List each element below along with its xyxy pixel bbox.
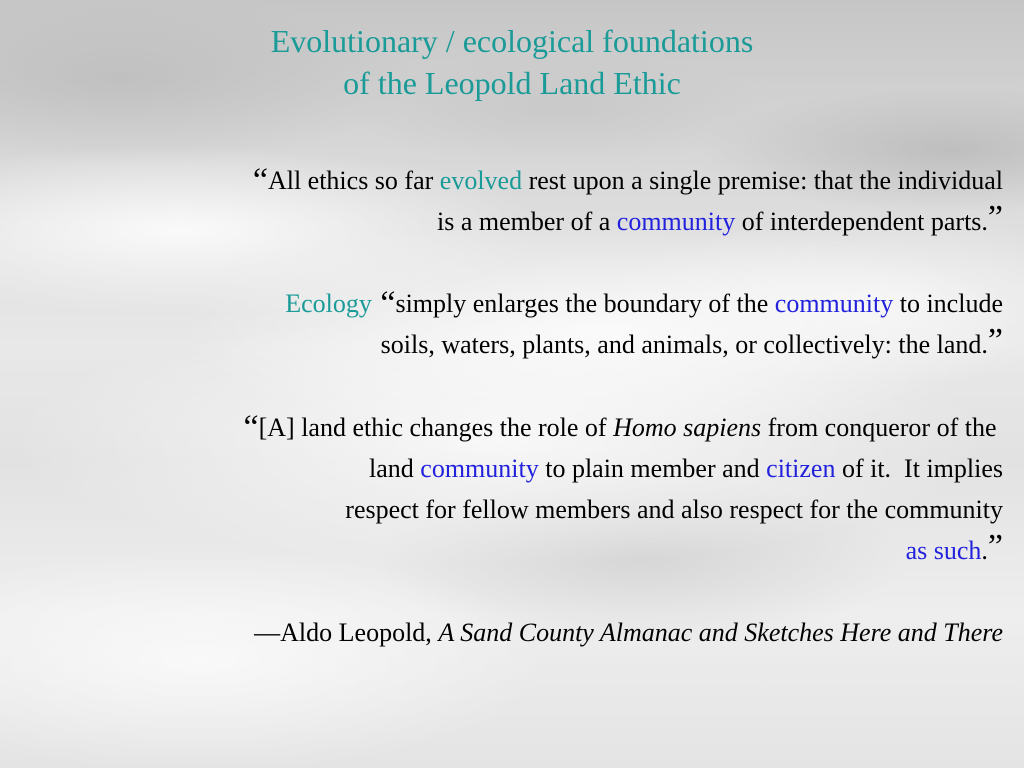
title-line-1: Evolutionary / ecological foundations (270, 23, 754, 59)
quote-ecology (285, 283, 1003, 365)
open-quote-mark: “ (243, 409, 259, 446)
quote2-line-1 (285, 283, 1003, 324)
quote1-line-1 (253, 160, 1003, 201)
quote3-line-3: respect for fellow members and also respect for the community (345, 495, 1003, 524)
close-quote-mark: ” (987, 322, 1003, 359)
attribution-author: —Aldo Leopold, (254, 618, 439, 647)
attribution-line (254, 612, 1003, 653)
open-quote-mark: “ (371, 285, 396, 322)
attribution (254, 612, 1003, 653)
quote-land-ethic (244, 407, 1003, 571)
quote3-text-a: [A] land ethic changes the role of (258, 413, 614, 442)
keyword-evolved: evolved (439, 166, 523, 195)
quote-ethics-evolved (253, 160, 1003, 242)
keyword-citizen: citizen (766, 454, 836, 483)
quote1-line-2 (253, 201, 1003, 242)
close-quote-mark: ” (987, 528, 1003, 565)
keyword-community: community (616, 207, 736, 236)
quote3-text-d: to plain member and (538, 454, 767, 483)
quote2-text-b: to include (893, 289, 1003, 318)
quote2-text-c: soils, waters, plants, and animals, or collectively: the land. (380, 330, 988, 359)
open-quote-mark: “ (252, 162, 268, 199)
species-name-italic: Homo sapiens (613, 413, 762, 442)
quote3-text-c: land (369, 454, 421, 483)
keyword-community: community (774, 289, 894, 318)
quote3-period: . (981, 536, 988, 565)
quote1-text-d: of interdependent parts. (735, 207, 988, 236)
quote1-text-a: All ethics so far (267, 166, 440, 195)
title-line-2: of the Leopold Land Ethic (343, 65, 681, 101)
quote1-text-c: is a member of a (437, 207, 617, 236)
quote2-text-a: simply enlarges the boundary of the (395, 289, 775, 318)
quote3-line-1 (244, 407, 1003, 448)
slide-title (0, 20, 1024, 104)
quote2-line-2 (285, 324, 1003, 365)
quote3-text-e: of it. It implies (835, 454, 1003, 483)
quote1-text-b: rest upon a single premise: that the individual (522, 166, 1003, 195)
keyword-as-such: as such (905, 536, 982, 565)
book-title: A Sand County Almanac and Sketches Here and There (438, 618, 1003, 647)
quote3-text-b: from conqueror of the (761, 413, 1003, 442)
close-quote-mark: ” (987, 199, 1003, 236)
keyword-ecology: Ecology (285, 289, 372, 318)
keyword-community: community (420, 454, 539, 483)
quote3-line-4 (244, 530, 1003, 571)
quote3-line-2 (244, 448, 1003, 489)
